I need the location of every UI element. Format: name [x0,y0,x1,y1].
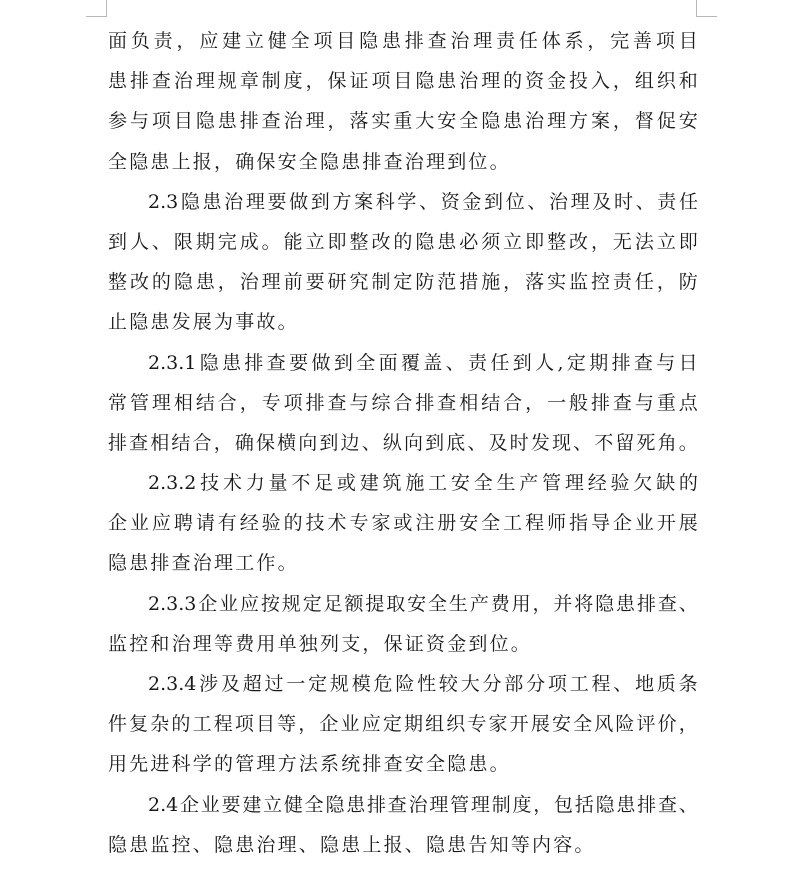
text-line: 排 查 相 结 合 ， 确 保 横 向 到 边 、 纵 向 到 底 、 及 时 发 现 、 不 留 死 角 。 [108,431,698,454]
margin-corner-mark-left [86,0,107,17]
text-line: 2.4 企 业 要 建 立 健 全 隐 患 排 查 治 理 管 理 制 度 ， 包 括 隐 患 排 查 、 [148,793,698,816]
text-line: 整 改 的 隐 患 ， 治 理 前 要 研 究 制 定 防 范 措 施 ， 落 实 监 控 责 任 ， 防 [108,271,698,294]
text-line: 面 负 责 ， 应 建 立 健 全 项 目 隐 患 排 查 治 理 责 任 体 系 ， 完 善 项 目 [108,30,698,52]
text-line: 止隐患发展为事故。 [108,311,299,334]
text-line: 监控和治理等费用单独列支，保证资金到位。 [108,632,533,655]
margin-corner-mark-right [696,0,717,17]
text-line: 2.3.2 技 术 力 量 不 足 或 建 筑 施 工 安 全 生 产 管 理 经 验 欠 缺 的 [148,472,698,495]
text-line: 常 管 理 相 结 合 ， 专 项 排 查 与 综 合 排 查 相 结 合 ， 一 般 排 查 与 重 点 [108,391,698,414]
text-line: 2.3.4 涉 及 超 过 一 定 规 模 危 险 性 较 大 分 部 分 项 工 程 、 地 质 条 [148,673,698,695]
text-line: 全隐患上报，确保安全隐患排查治理到位。 [108,150,511,173]
text-line: 件 复 杂 的 工 程 项 目 等 ， 企 业 应 定 期 组 织 专 家 开 展 安 全 风 险 评 价 ， [108,713,698,736]
text-line: 2.3.1 隐 患 排 查 要 做 到 全 面 覆 盖 、 责 任 到 人 , 定 期 排 查 与 日 [148,351,698,374]
text-line: 患 排 查 治 理 规 章 制 度 ， 保 证 项 目 隐 患 治 理 的 资 金 投 入 ， 组 织 和 [108,70,698,93]
text-line: 隐患排查治理工作。 [108,552,299,575]
text-line: 2.3 隐 患 治 理 要 做 到 方 案 科 学 、 资 金 到 位 、 治 理 及 时 、 责 任 [148,190,698,213]
text-line: 到 人 、 限 期 完 成 。 能 立 即 整 改 的 隐 患 必 须 立 即 整 改 ， 无 法 立 即 [108,230,698,253]
text-line: 参 与 项 目 隐 患 排 查 治 理 ， 落 实 重 大 安 全 隐 患 治 理 方 案 ， 督 促 安 [108,110,698,133]
document-body [108,21,698,865]
text-line: 2.3.3 企 业 应 按 规 定 足 额 提 取 安 全 生 产 费 用 ， 并 将 隐 患 排 查 、 [148,592,698,615]
text-line: 用先进科学的管理方法系统排查安全隐患。 [108,753,511,776]
text-line: 隐患监控、隐患治理、隐患上报、隐患告知等内容。 [108,833,596,856]
text-line: 企 业 应 聘 请 有 经 验 的 技 术 专 家 或 注 册 安 全 工 程 师 指 导 企 业 开 展 [108,512,698,535]
